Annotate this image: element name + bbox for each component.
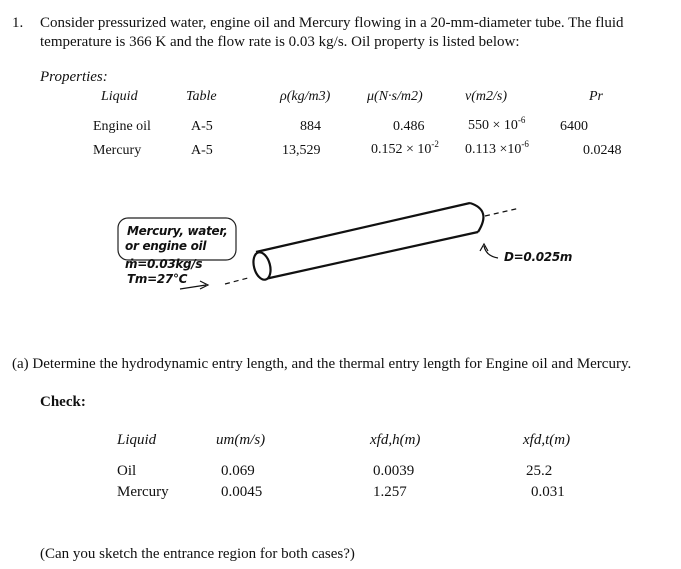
- prop-row-oil-liquid: Engine oil: [93, 119, 151, 134]
- check-label: Check:: [40, 394, 86, 410]
- check-row-oil-um: 0.069: [221, 463, 255, 479]
- prop-header-mu: μ(N·s/m2): [367, 89, 423, 104]
- check-row-oil-liquid: Oil: [117, 463, 137, 479]
- check-row-oil-xt: 25.2: [526, 463, 553, 479]
- prop-row-mercury-nu-base: 0.113 ×10: [465, 142, 522, 157]
- prop-row-mercury-rho: 13,529: [282, 143, 321, 158]
- temp-label: Tm=27°C: [127, 272, 188, 286]
- footer-text: (Can you sketch the entrance region for both cases?): [40, 546, 355, 562]
- prop-header-liquid: Liquid: [101, 89, 138, 104]
- note-line2: or engine oil: [125, 239, 207, 253]
- problem-text-line1: Consider pressurized water, engine oil and Mercury flowing in a 20-mm-diameter tube. The fluid: [40, 15, 624, 31]
- mass-flow-label: ṁ=0.03kg/s: [125, 257, 203, 271]
- prop-header-pr: Pr: [589, 89, 603, 104]
- prop-row-oil-pr: 6400: [560, 119, 588, 134]
- prop-row-mercury-table: A-5: [191, 143, 213, 158]
- centerline-left: [225, 278, 248, 284]
- diameter-label: D=0.025m: [504, 250, 573, 264]
- prop-header-table: Table: [186, 89, 217, 104]
- prop-row-mercury-nu-exp: -6: [521, 139, 529, 149]
- check-header-xt: xfd,t(m): [523, 432, 571, 448]
- check-row-mercury-liquid: Mercury: [117, 484, 169, 500]
- check-header-liquid: Liquid: [117, 432, 157, 448]
- prop-row-mercury-liquid: Mercury: [93, 143, 142, 158]
- check-row-oil-xh: 0.0039: [373, 463, 415, 479]
- tube-inlet-ellipse: [251, 250, 274, 281]
- prop-header-rho: ρ(kg/m3): [280, 89, 331, 104]
- part-a-text: (a) Determine the hydrodynamic entry length, and the thermal entry length for Engine oil and Mercury.: [12, 356, 632, 372]
- prop-row-oil-nu-exp: -6: [517, 115, 526, 125]
- prop-row-oil-table: A-5: [191, 119, 213, 134]
- prop-row-oil-nu-base: 550 × 10: [468, 118, 518, 133]
- prop-row-oil-mu: 0.486: [393, 119, 425, 134]
- check-header-xh: xfd,h(m): [370, 432, 421, 448]
- problem-number: 1.: [12, 15, 24, 31]
- prop-row-mercury-pr: 0.0248: [583, 143, 622, 158]
- check-header-um: um(m/s): [216, 432, 266, 448]
- problem-text-line2: temperature is 366 K and the flow rate is 0.03 kg/s. Oil property is listed below:: [40, 34, 520, 50]
- centerline-right: [485, 208, 520, 216]
- prop-row-mercury-mu-base: 0.152 × 10: [371, 142, 432, 157]
- note-line1: Mercury, water,: [127, 224, 228, 238]
- check-row-mercury-xh: 1.257: [373, 484, 407, 500]
- tube-outlet-cap: [470, 203, 483, 232]
- prop-header-nu: ν(m2/s): [465, 89, 507, 104]
- properties-label: Properties:: [40, 69, 108, 85]
- check-row-mercury-um: 0.0045: [221, 484, 263, 500]
- check-row-mercury-xt: 0.031: [531, 484, 565, 500]
- prop-row-mercury-mu-exp: -2: [431, 139, 439, 149]
- tube-bottom-edge: [265, 232, 478, 279]
- prop-row-oil-rho: 884: [300, 119, 321, 134]
- tube-top-edge: [256, 203, 470, 252]
